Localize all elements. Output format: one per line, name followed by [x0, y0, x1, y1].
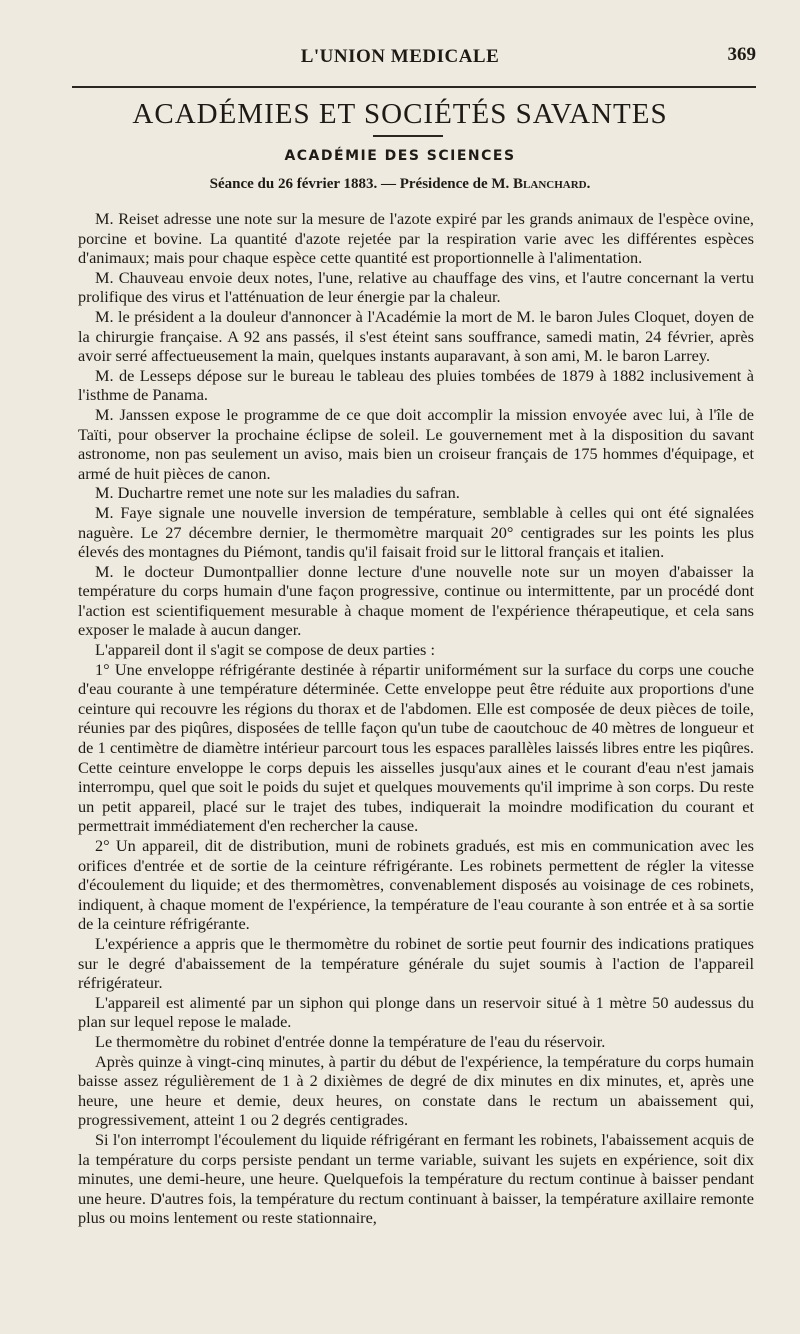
paragraph: M. Chauveau envoie deux notes, l'une, relative au chauffage des vins, et l'autre concernant la vertu prolifique des virus et l'atténuation de leur énergie par la chaleur. — [78, 267, 754, 307]
paragraph: Le thermomètre du robinet d'entrée donne la température de l'eau du réservoir. — [95, 1031, 606, 1051]
section-title: ACADÉMIES ET SOCIÉTÉS SAVANTES — [132, 98, 668, 130]
subsection-title: ACADÉMIE DES SCIENCES — [284, 148, 516, 164]
paragraph: Si l'on interrompt l'écoulement du liquide réfrigérant en fermant les robinets, l'abaissement acquis de la température du corps persiste pendant un terme variable, suivant les sujets en expérience, soit dix minutes, une demi-heure, une heure. Quelquefois la température du rectum continue à baisser pendant une heure. D'autres fois, la température du rectum continuant à baisser, la température axillaire remonte plus ou moins lentement ou reste stationnaire, — [78, 1129, 754, 1228]
article-body — [78, 209, 754, 1228]
paragraph: M. Reiset adresse une note sur la mesure de l'azote expiré par les grands animaux de l'espèce ovine, porcine et bovine. La quantité d'azote rejetée par la respiration varie avec les différentes espèces d'animaux; mais pour chaque espèce cette quantité est proportionnelle à l'alimentation. — [78, 209, 754, 268]
session-line — [0, 176, 800, 193]
session-president: Blanchard. — [513, 176, 591, 192]
paragraph: M. de Lesseps dépose sur le bureau le tableau des pluies tombées de 1879 à 1882 inclusivement à l'isthme de Panama. — [78, 365, 754, 405]
running-title: L'UNION MEDICALE — [300, 46, 500, 67]
header-rule — [72, 86, 756, 88]
paragraph: M. le président a la douleur d'annoncer à l'Académie la mort de M. le baron Jules Cloquet, doyen de la chirurgie française. A 92 ans passés, il s'est éteint sans souffrance, samedi matin, 24 février, après avoir serré affectueusement la main, quelques instants auparavant, à son ami, M. le baron Larrey. — [78, 306, 754, 366]
paragraph: 1° Une enveloppe réfrigérante destinée à répartir uniformément sur la surface du corps une couche d'eau courante à une température déterminée. Cette enveloppe peut être réduite aux proportions d'une ceinture qui recouvre les régions du thorax et de l'abdomen. Elle est composée de deux pièces de toile, réunies par des piqûres, disposées de tellle façon qu'un tube de caoutchouc de 40 mètres de longueur et de 1 centimètre de diamètre intérieur parcourt tous les espaces parallèles laissés libres entre les piqûres. Cette ceinture enveloppe le corps depuis les aisselles jusqu'aux aines et le courant d'eau n'est jamais interrompu, quel que soit le poids du sujet et quelques mouvements qu'il imprime à son corps. Du reste un petit appareil, placé sur le trajet des tubes, indiquerait la moindre modification du courant et permettrait immédiatement d'en rechercher la cause. — [78, 659, 754, 836]
title-rule — [373, 135, 443, 137]
paragraph: L'appareil dont il s'agit se compose de deux parties : — [95, 640, 435, 660]
paragraph: 2° Un appareil, dit de distribution, muni de robinets gradués, est mis en communication avec les orifices d'entrée et de sortie de la ceinture réfrigérante. Les robinets permettent de régler la vitesse d'écoulement du liquide; et des thermomètres, convenablement disposés au voisinage de ces robinets, indiquent, à chaque moment de l'expérience, la température de l'eau courante à son entrée et à sa sortie de la ceinture réfrigérante. — [78, 836, 754, 934]
page-number: 369 — [727, 44, 756, 65]
paragraph: M. Faye signale une nouvelle inversion de température, semblable à celles qui ont été signalées naguère. Le 27 décembre dernier, le thermomètre marquait 20° centigrades sur les points les plus élevés des montagnes du Piémont, tandis qu'il faisait froid sur le littoral français et italien. — [78, 502, 754, 562]
paragraph: Après quinze à vingt-cinq minutes, à partir du début de l'expérience, la température du corps humain baisse assez régulièrement de 1 à 2 dixièmes de degré de dix minutes en dix minutes, et, après une heure, une heure et demie, deux heures, on constate dans le rectum un abaissement qui, progressivement, atteint 1 ou 2 degrés centigrades. — [78, 1051, 754, 1130]
paragraph: L'appareil est alimenté par un siphon qui plonge dans un reservoir situé à 1 mètre 50 audessus du plan sur lequel repose le malade. — [78, 992, 754, 1032]
session-date: Séance du 26 février 1883. — Présidence de M. — [209, 176, 514, 192]
paragraph: L'expérience a appris que le thermomètre du robinet de sortie peut fournir des indications pratiques sur le degré d'abaissement de la température générale du sujet soumis à l'action de l'appareil réfrigérateur. — [78, 933, 754, 993]
running-head — [0, 42, 800, 72]
paragraph: M. le docteur Dumontpallier donne lecture d'une nouvelle note sur un moyen d'abaisser la température du corps humain d'une façon progressive, continue ou intermittente, par un procédé dont l'action est scientifiquement mesurable à chaque moment de l'expérience thérapeutique, et cela sans exposer le malade à aucun danger. — [78, 561, 754, 640]
paragraph: M. Janssen expose le programme de ce que doit accomplir la mission envoyée avec lui, à l'île de Taïti, pour observer la prochaine éclipse de soleil. Le gouvernement met à la disposition du savant astronome, non pas seulement un aviso, mais bien un croiseur français de 175 hommes d'équipage, et armé de huit pièces de canon. — [78, 404, 754, 483]
paragraph: M. Duchartre remet une note sur les maladies du safran. — [95, 483, 460, 503]
